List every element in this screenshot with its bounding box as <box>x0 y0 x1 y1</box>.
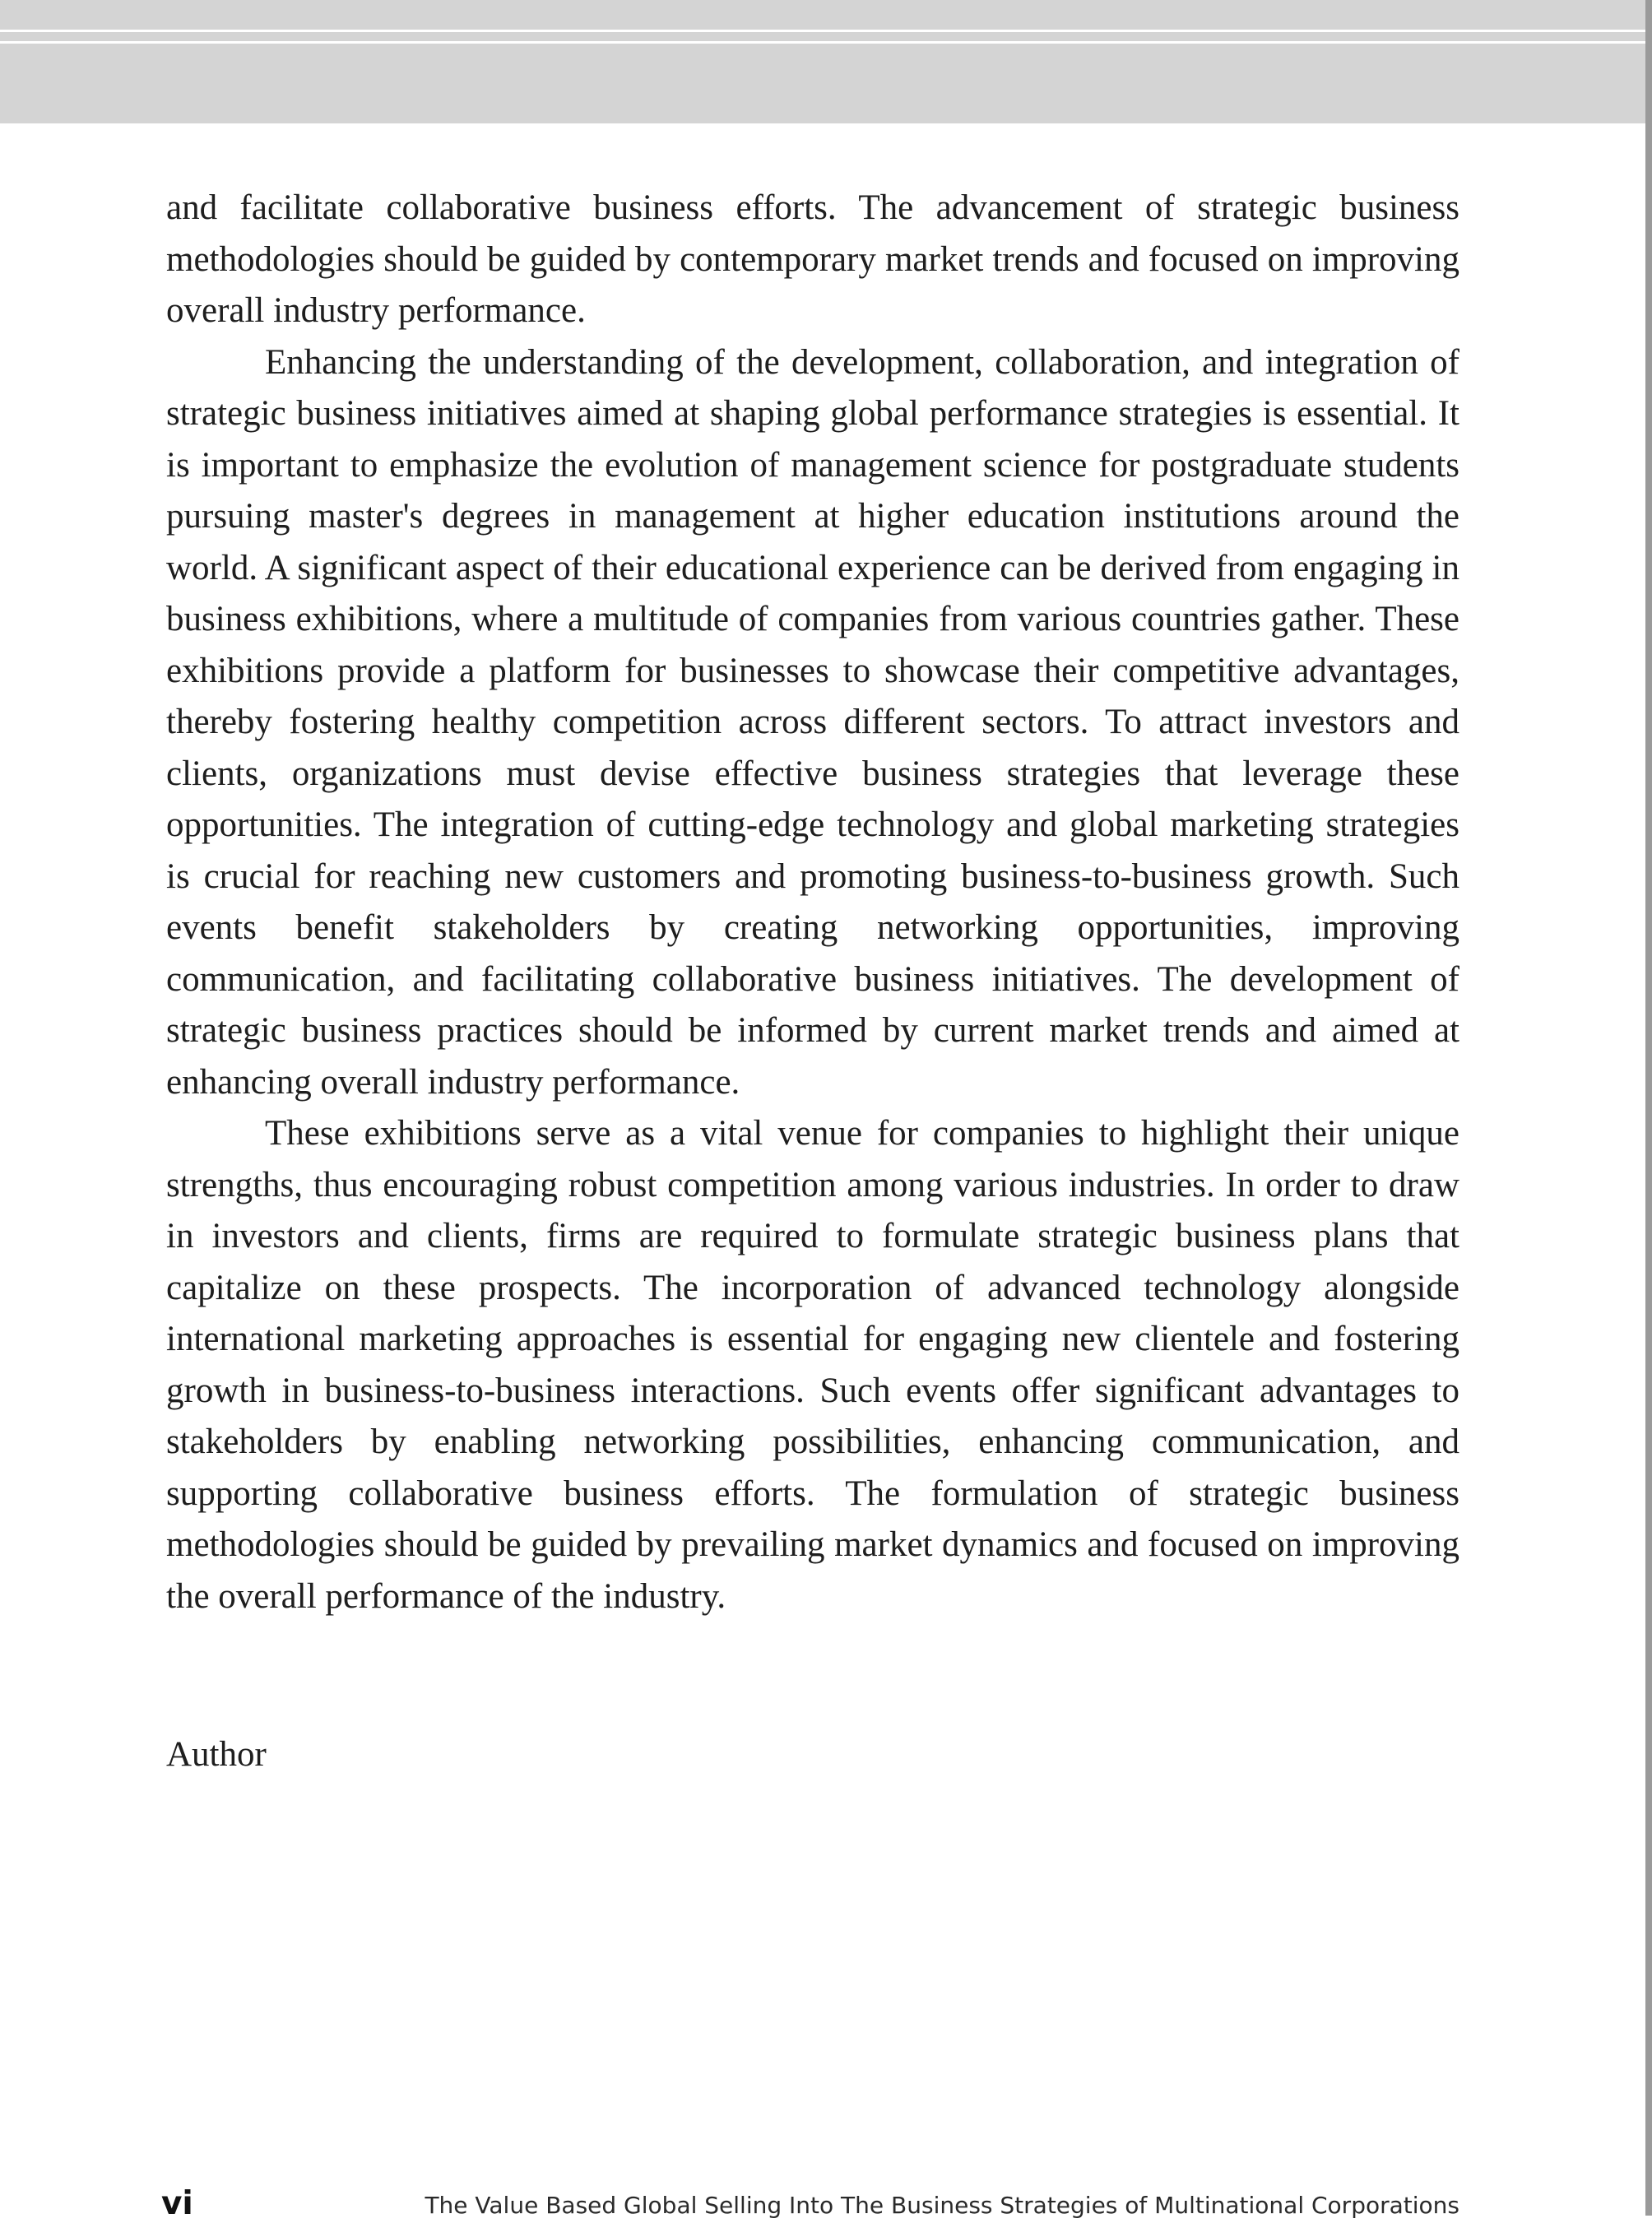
paragraph-exhibitions-overview: Enhancing the understanding of the development, collaboration, and integration of strategic business initiatives aimed at shaping global performance strategies is essential. It is important to emphasize the evolution of management science for postgraduate students pursuing master's degrees in management at higher education institutions around the world. A significant aspect of their educational experience can be derived from engaging in business exhibitions, where a multitude of companies from various countries gather. These exhibitions provide a platform for businesses to showcase their competitive advantages, thereby fostering healthy competition across different sectors. To attract investors and clients, organizations must devise effective business strategies that leverage these opportunities. The integration of cutting-edge technology and global marketing strategies is crucial for reaching new customers and promoting business-to-business growth. Such events benefit stakeholders by creating networking opportunities, improving communication, and facilitating collaborative business initiatives. The development of strategic business practices should be informed by current market trends and aimed at enhancing overall industry performance. <box>166 342 1459 1102</box>
body-text <box>166 183 1459 1622</box>
running-title: The Value Based Global Selling Into The Business Strategies of Multinational Corporations <box>425 2192 1459 2219</box>
header-rule-top <box>0 30 1652 32</box>
paragraph-exhibitions-venue: These exhibitions serve as a vital venue for companies to highlight their unique strengths, thus encouraging robust competition among various industries. In order to draw in investors and clients, firms are required to formulate strategic business plans that capitalize on these prospects. The incorporation of advanced technology alongside international marketing approaches is essential for engaging new clientele and fostering growth in business-to-business interactions. Such events offer significant advantages to stakeholders by enabling networking possibilities, enhancing communication, and supporting collaborative business efforts. The formulation of strategic business methodologies should be guided by prevailing market dynamics and focused on improving the overall performance of the industry. <box>166 1114 1459 1616</box>
page-header-band <box>0 0 1652 123</box>
paragraph-continued: and facilitate collaborative business efforts. The advancement of strategic business methodologies should be guided by contemporary market trends and focused on improving overall industry performance. <box>166 188 1459 330</box>
header-rule-bottom <box>0 41 1652 44</box>
page-number: vi <box>161 2185 193 2222</box>
author-signature: Author <box>166 1735 267 1774</box>
page-edge-shadow <box>1645 0 1652 2216</box>
